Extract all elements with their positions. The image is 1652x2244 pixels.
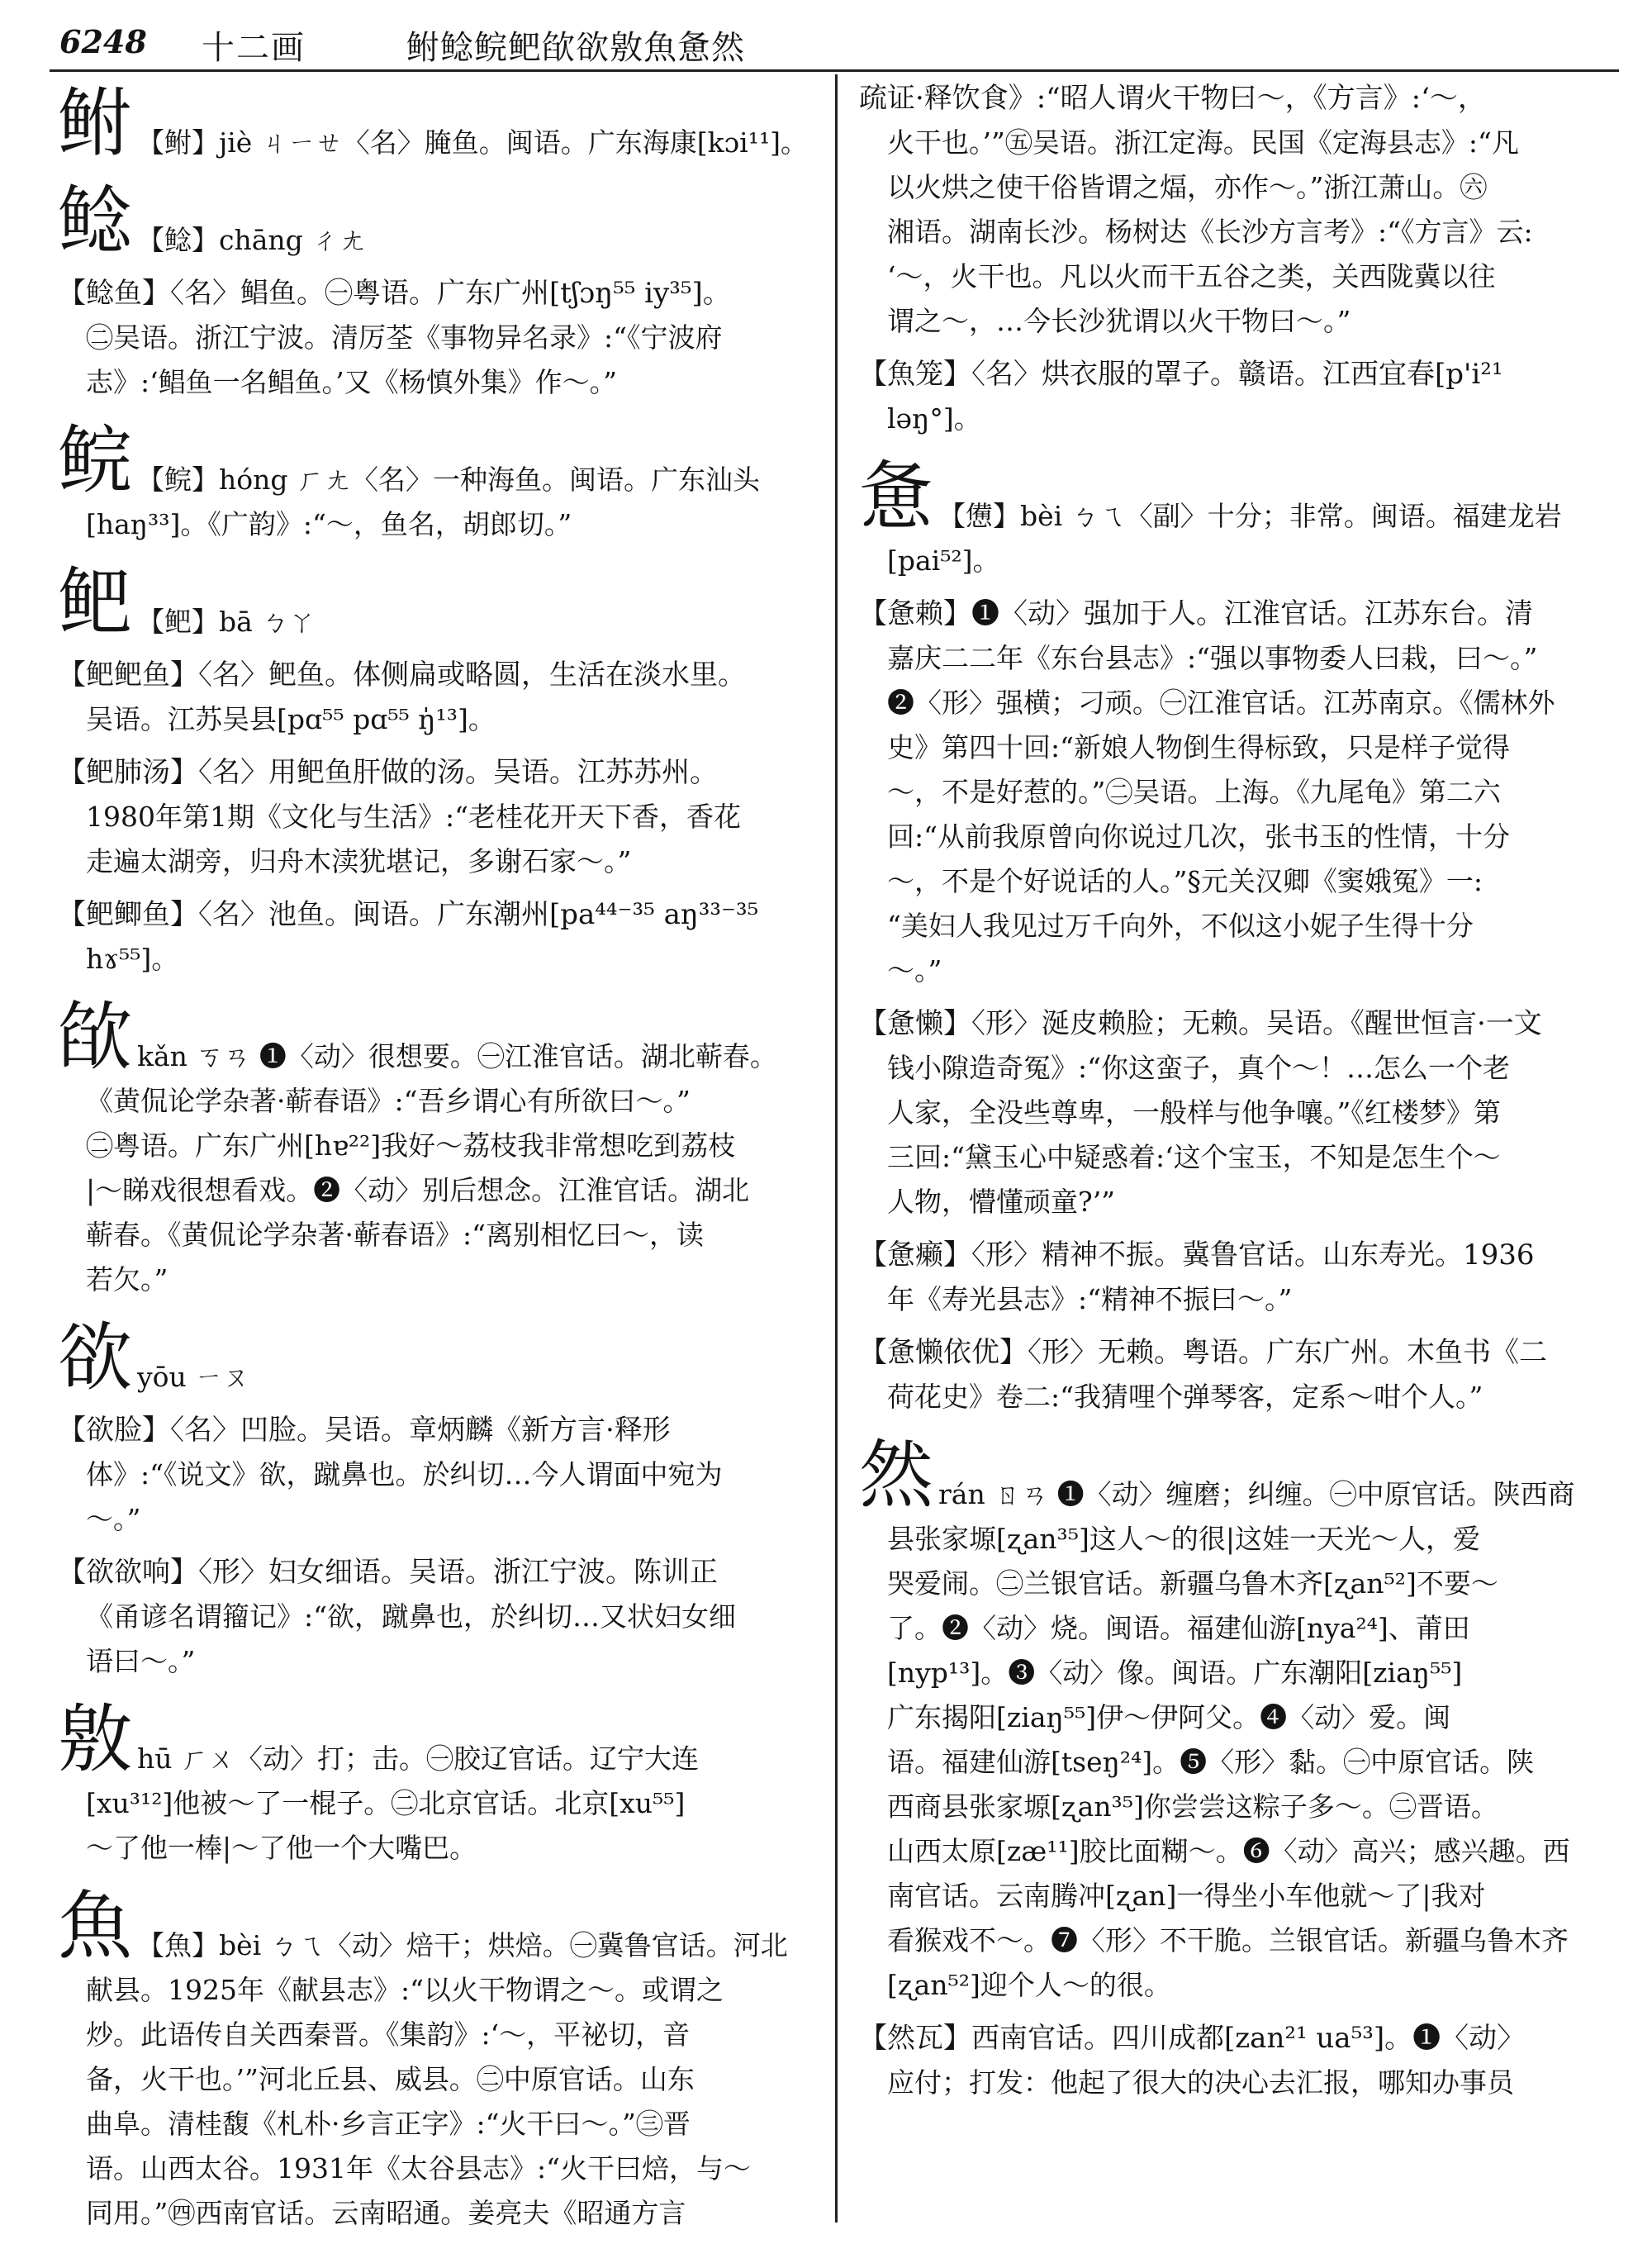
entry-line: hū ㄏㄨ〈动〉打；击。㊀胶辽官话。辽宁大连 [137,1742,699,1775]
headword-character: 欿 [58,994,132,1079]
entry-line: 荷花史》卷二:“我猜哩个弹琴客，定系～咁个人。” [887,1381,1483,1413]
entry-line: ～，不是个好说话的人。”§元关汉卿《窦娥冤》一: [887,865,1483,897]
entry-line: 回:“从前我原曾向你说过几次，张书玉的性情，十分 [887,820,1510,853]
entry-line: 人家，全没些尊卑，一般样与他争嚷。”《红楼梦》第 [887,1096,1501,1129]
entry-line: 【憊】bèi ㄅㄟ〈副〉十分；非常。闽语。福建龙岩 [938,500,1562,532]
headword-character: 欲 [58,1315,132,1400]
dictionary-entry [859,352,1623,441]
entry-line: ～。” [887,954,942,987]
page-header [59,18,1629,68]
dictionary-entry [58,271,814,405]
entry-line: [xu³¹²]他被～了一棍子。㊁北京官话。北京[xu⁵⁵] [86,1787,686,1819]
entry-line: ㊁粤语。广东广州[hɐ²²]我好～荔枝我非常想吃到荔枝 [86,1129,736,1162]
entry-line: 史》第四十回:“新娘人物倒生得标致，只是样子觉得 [887,731,1510,763]
entry-line: kǎn ㄎㄢ ❶〈动〉很想要。㊀江淮官话。湖北蕲春。 [137,1040,777,1072]
entry-line: 蕲春。《黄侃论学杂著·蕲春语》:“离别相忆曰～，读 [86,1219,704,1251]
entry-line: [pai⁵²]。 [887,544,1000,577]
entry-line: [nyp¹³]。❸〈动〉像。闽语。广东潮阳[ziaŋ⁵⁵] [887,1657,1463,1689]
entry-line: 语。福建仙游[tseŋ²⁴]。❺〈形〉黏。㊀中原官话。陕 [887,1746,1535,1778]
entry-line: 三回:“黛玉心中疑惑着:‘这个宝玉，不知是怎生个～ [887,1141,1501,1173]
entry-line: 南官话。云南腾冲[ʐan]一得坐小车他就～了|我对 [887,1880,1486,1912]
entry-line: 广东揭阳[ziaŋ⁵⁵]伊～伊阿父。❹〈动〉爱。闽 [887,1701,1451,1733]
dictionary-entry [859,1330,1623,1419]
dictionary-entry [859,592,1623,993]
entry-line: 县张家塬[ʐan³⁵]这人～的很|这娃一天光～人，爱 [887,1523,1480,1555]
entry-line: 【惫赖】❶〈动〉强加于人。江淮官话。江苏东台。清 [859,597,1533,630]
right-column [859,76,1623,2113]
entry-line: 【惫癞】〈形〉精神不振。冀鲁官话。山东寿光。1936 [859,1238,1535,1272]
dictionary-entry [859,1428,1623,2008]
dictionary-entry [58,1550,814,1684]
entry-line: ～，不是好惹的。”㊁吴语。上海。《九尾龟》第二六 [887,776,1501,808]
dictionary-entry [58,750,814,884]
header-rule [50,69,1619,72]
entry-line: 哭爱闹。㊁兰银官话。新疆乌鲁木齐[ʐan⁵²]不要～ [887,1567,1498,1600]
entry-line: |～睇戏很想看戏。❷〈动〉别后想念。江淮官话。湖北 [86,1174,750,1206]
entry-line: 应付；打发：他起了很大的决心去汇报，哪知办事员 [887,2066,1514,2099]
headword-character: 然 [859,1432,933,1517]
dictionary-entry [859,76,1623,344]
headword-character: 鲩 [58,417,132,502]
entry-line: 语曰～。” [86,1645,196,1677]
entry-line: 同用。”㊃西南官话。云南昭通。姜亮夫《昭通方言 [86,2197,686,2229]
entry-line: 曲阜。清桂馥《札朴·乡言正字》:“火干曰～。”㊂晋 [86,2108,691,2140]
entry-line: 年《寿光县志》:“精神不振曰～。” [887,1283,1293,1315]
entry-line: 西商县张家塬[ʐan³⁵]你尝尝这粽子多～。㊁晋语。 [887,1790,1498,1823]
dictionary-entry [58,990,814,1302]
headword-character: 鲋 [58,80,132,165]
entry-line: 火干也。’”㊄吴语。浙江定海。民国《定海县志》:“凡 [887,126,1519,159]
entry-line: yōu ㄧㄡ [137,1361,250,1393]
dictionary-entry [58,76,814,165]
entry-line: rán ㄖㄢ ❶〈动〉缠磨；纠缠。㊀中原官话。陕西商 [938,1478,1575,1510]
entry-line: 【鲋】jiè ㄐㄧㄝ〈名〉腌鱼。闽语。广东海康[kɔi¹¹]。 [137,126,809,159]
entry-line: 《黄侃论学杂著·蕲春语》:“吾乡谓心有所欲曰～。” [86,1085,691,1117]
entry-line: 【鲃肺汤】〈名〉用鲃鱼肝做的汤。吴语。江苏苏州。 [58,756,718,789]
entry-line: 看猴戏不～。❼〈形〉不干脆。兰银官话。新疆乌鲁木齐 [887,1924,1569,1956]
entry-line: 体》:“《说文》欲，蹴鼻也。於纠切…今人谓面中宛为 [86,1458,723,1490]
dictionary-entry [859,449,1623,583]
entry-line: 【欲脸】〈名〉凹脸。吴语。章炳麟《新方言·释形 [58,1414,671,1447]
entry-line: ～。” [86,1503,141,1535]
dictionary-entry [58,1310,814,1400]
entry-line: 【魚】bèi ㄅㄟ〈动〉焙干；烘焙。㊀冀鲁官话。河北 [137,1929,788,1961]
dictionary-entry [58,555,814,644]
dictionary-entry [859,2016,1623,2105]
entry-line: [ʐan⁵²]迎个人～的很。 [887,1969,1171,2001]
entry-line: 以火烘之使干俗皆谓之煏，亦作～。”浙江萧山。㊅ [887,171,1488,203]
headword-character: 敫 [58,1696,132,1781]
entry-line: 钱小隙造奇冤》:“你这蛮子，真个～！…怎么一个老 [887,1052,1510,1084]
entry-line: 人物，懵懂顽童?’” [887,1186,1116,1218]
entry-line: 走遍太湖旁，归舟木渎犹堪记，多谢石家～。” [86,845,632,877]
entry-line: 了。❷〈动〉烧。闽语。福建仙游[nya²⁴]、莆田 [887,1612,1470,1644]
headword-character: 鲃 [58,559,132,644]
entry-line: 【魚笼】〈名〉烘衣服的罩子。赣语。江西宜春[p'i²¹ [859,358,1503,391]
entry-line: ❷〈形〉强横；刁顽。㊀江淮官话。江苏南京。《儒林外 [887,687,1555,719]
headword-character: 惫 [859,454,933,539]
entry-line: 【惫懒依优】〈形〉无赖。粤语。广东广州。木鱼书《二 [859,1336,1547,1369]
dictionary-entry [859,1233,1623,1322]
entry-line: 山西太原[zæ¹¹]胶比面糊～。❻〈动〉高兴；感兴趣。西 [887,1835,1570,1867]
entry-line: 【鲃鲃鱼】〈名〉鲃鱼。体侧扁或略圆，生活在淡水里。 [58,658,746,692]
headword-character: 鲶 [58,178,132,263]
entry-line: ‘～，火干也。凡以火而干五谷之类，关西陇冀以往 [887,260,1496,292]
left-column [58,76,814,2244]
entry-line: 【惫懒】〈形〉涎皮赖脸；无赖。吴语。《醒世恒言·一文 [859,1007,1542,1040]
entry-line: 《甬谚名谓籀记》:“欲，蹴鼻也，於纠切…又状妇女细 [86,1600,736,1633]
entry-line: 1980年第1期《文化与生活》:“老桂花开天下香，香花 [86,801,741,833]
entry-line: 湘语。湖南长沙。杨树达《长沙方言考》:“《方言》云: [887,216,1533,248]
page-number: 6248 [59,23,147,60]
entry-line: 志》:‘鲳鱼一名鲳鱼。’又《杨慎外集》作～。” [86,366,617,398]
dictionary-entry [58,653,814,742]
entry-line: 若欠。” [86,1263,169,1296]
headword-character: 魚 [58,1883,132,1968]
entry-line: 【鲶】chāng ㄔㄤ [137,224,367,256]
entry-line: 献县。1925年《献县志》:“以火干物谓之～。或谓之 [86,1974,724,2006]
dictionary-entry [58,413,814,547]
entry-line: ləŋ°]。 [887,402,981,435]
entry-line: 备，火干也。’”河北丘县、威县。㊁中原官话。山东 [86,2063,695,2095]
entry-line: 【欲欲响】〈形〉妇女细语。吴语。浙江宁波。陈训正 [58,1556,718,1589]
entry-line: [haŋ³³]。《广韵》:“～，鱼名，胡郎切。” [86,508,572,540]
dictionary-entry [58,174,814,263]
entry-line: “美妇人我见过万千向外，不似这小妮子生得十分 [887,910,1474,942]
entry-line: 【鲃】bā ㄅㄚ [137,606,316,638]
entry-line: 【鲃鲫鱼】〈名〉池鱼。闽语。广东潮州[pa⁴⁴⁻³⁵ aŋ³³⁻³⁵ [58,898,759,931]
dictionary-entry [58,1408,814,1542]
entry-line: 【然瓦】西南官话。四川成都[zan²¹ ua⁵³]。❶〈动〉 [859,2022,1526,2055]
entry-line: ㊁吴语。浙江宁波。清厉荃《事物异名录》:“《宁波府 [86,321,723,354]
entry-line: 语。山西太谷。1931年《太谷县志》:“火干曰焙，与～ [86,2152,751,2185]
header-characters: 鲋鲶鲩鲃欿欲敫魚惫然 [406,29,745,67]
entry-line: hɤ⁵⁵]。 [86,943,179,975]
dictionary-entry [58,1879,814,2236]
column-divider [835,74,838,2223]
entry-line: 疏证·释饮食》:“昭人谓火干物曰～，《方言》:‘～， [859,82,1486,115]
entry-line: 【鲶鱼】〈名〉鲳鱼。㊀粤语。广东广州[tʃɔŋ⁵⁵ iy³⁵]。 [58,277,731,310]
entry-line: ～了他一棒|～了他一个大嘴巴。 [86,1832,477,1864]
entry-line: 谓之～，…今长沙犹谓以火干物曰～。” [887,305,1351,337]
dictionary-entry [58,892,814,982]
entry-line: 嘉庆二二年《东台县志》:“强以事物委人曰栽，曰～。” [887,642,1538,674]
entry-line: 炒。此语传自关西秦晋。《集韵》:‘～，平祕切，音 [86,2018,691,2051]
dictionary-entry [58,1692,814,1871]
dictionary-entry [859,1001,1623,1224]
entry-line: 【鲩】hóng ㄏㄤ〈名〉一种海鱼。闽语。广东汕头 [137,464,760,496]
section-title: 十二画 [202,29,306,67]
entry-line: 吴语。江苏吴县[pɑ⁵⁵ pɑ⁵⁵ ŋ̍¹³]。 [86,703,496,735]
